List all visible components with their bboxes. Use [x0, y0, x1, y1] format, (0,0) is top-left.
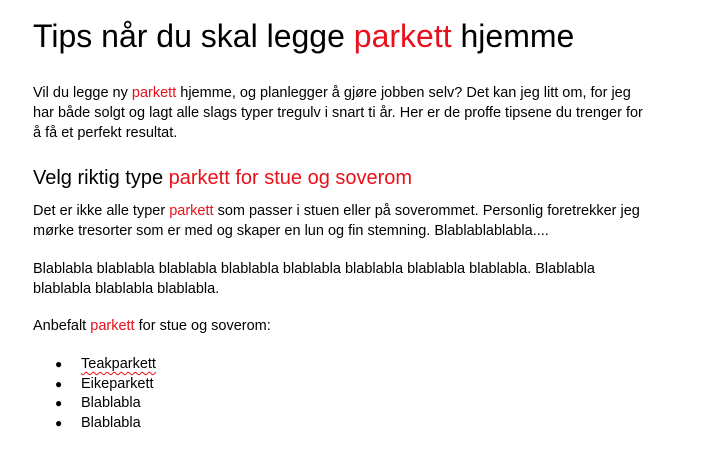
section-heading-keyword: parkett for stue og soverom: [168, 167, 413, 189]
paragraph-1-keyword: parkett: [169, 203, 214, 219]
paragraph-1-text: Det er ikke alle typer: [33, 203, 170, 219]
bullet-icon: ●: [55, 357, 63, 371]
list-item: [55, 414, 156, 434]
page-title: [33, 17, 574, 55]
paragraph-3-keyword: parkett: [90, 318, 135, 334]
section-heading: [33, 166, 412, 190]
intro-text: Vil du legge ny: [33, 85, 132, 101]
intro-keyword: parkett: [131, 85, 177, 101]
bullet-icon: ●: [55, 415, 63, 430]
paragraph-1-text-end: som passer i stuen eller på soverommet. Personlig foretrekker jeg mørke tresorter som er med og skaper en lun og fin stemning. Blablablablabla....: [33, 203, 640, 239]
list-item-label: Teakparkett: [81, 356, 156, 372]
list-item: [55, 394, 156, 414]
section-paragraph-3: [33, 316, 653, 336]
section-heading-text: Velg riktig type: [33, 167, 169, 189]
list-item: [55, 375, 156, 395]
list-item-label: Blablabla: [81, 414, 141, 431]
paragraph-3-text-end: for stue og soverom:: [134, 318, 271, 334]
list-item-label: Eikeparkett: [81, 375, 154, 392]
section-paragraph-1: [33, 201, 653, 241]
title-keyword: parkett: [353, 18, 452, 54]
title-text: Tips når du skal legge: [33, 18, 354, 54]
recommended-list: [55, 355, 156, 433]
intro-text-end: hjemme, og planlegger å gjøre jobben selv? Det kan jeg litt om, for jeg har både solgt og lagt alle slags typer tregulv i snart ti år. Her er de proffe tipsene du trenger for å få et perfekt resultat.: [33, 85, 643, 141]
list-item: [55, 355, 156, 375]
section-paragraph-2: Blablabla blablabla blablabla blablabla blablabla blablabla blablabla blablabla. Blablabla blablabla blablabla blablabla.: [33, 261, 595, 297]
title-text-end: hjemme: [451, 18, 575, 54]
list-item-label: Blablabla: [81, 395, 141, 411]
intro-paragraph: [33, 83, 653, 143]
bullet-icon: ●: [55, 396, 63, 410]
paragraph-3-text: Anbefalt: [33, 318, 91, 334]
bullet-icon: ●: [55, 376, 63, 391]
